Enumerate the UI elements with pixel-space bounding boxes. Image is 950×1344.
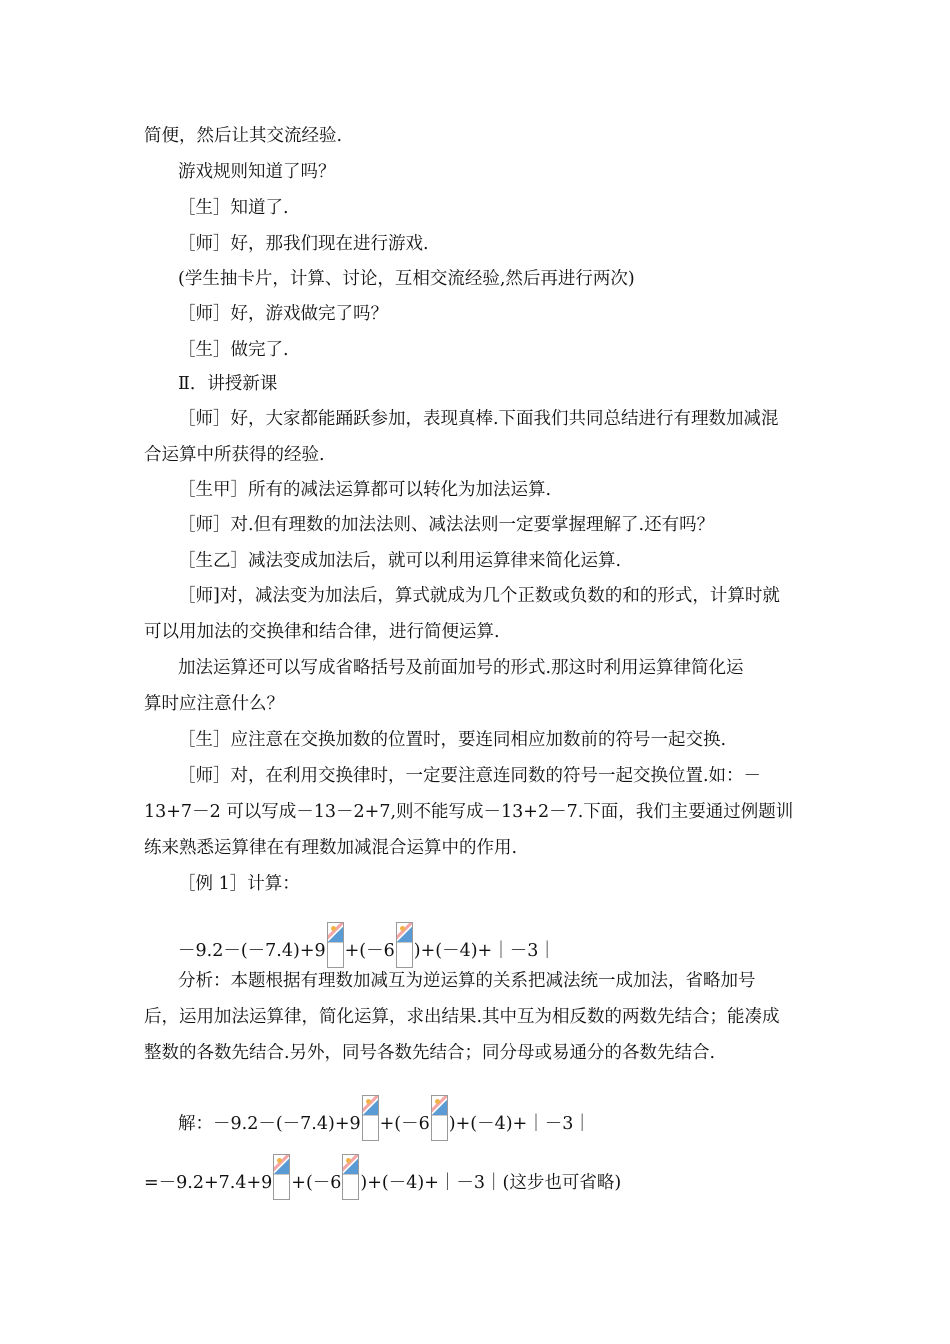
section-heading: Ⅱ．讲授新课 [178,374,278,394]
paragraph-line: 分析：本题根据有理数加减互为逆运算的关系把减法统一成加法，省略加号 [178,971,756,991]
paragraph-line: ［师］对.但有理数的加法法则、减法法则一定要掌握理解了.还有吗？ [178,515,715,535]
solution-line [144,1154,622,1193]
paragraph-line: ［生］知道了. [178,198,289,218]
paragraph-line: ［生］应注意在交换加数的位置时，要连同相应加数前的符号一起交换. [178,730,727,750]
broken-image-placeholder-icon [342,1154,359,1200]
paragraph-line: 练来熟悉运算律在有理数加减混合运算中的作用. [144,838,518,858]
equation-text: =－9.2+7.4+9 [144,1173,273,1193]
paragraph-line: 合运算中所获得的经验. [144,445,325,465]
equation-text: 解：－9.2－(－7.4)+9 [178,1114,361,1134]
paragraph-line: 游戏规则知道了吗？ [178,162,336,182]
paragraph-line: 加法运算还可以写成省略括号及前面加号的形式.那这时利用运算律简化运 [178,658,744,678]
broken-image-placeholder-icon [273,1154,290,1200]
equation-text: －9.2－(－7.4)+9 [178,941,326,961]
paragraph-line: 简便，然后让其交流经验. [144,126,343,146]
paragraph-line: (学生抽卡片，计算、讨论，互相交流经验,然后再进行两次) [178,269,635,289]
paragraph-line: 算时应注意什么？ [144,694,284,714]
paragraph-line: 可以用加法的交换律和结合律，进行简便运算. [144,622,500,642]
broken-image-placeholder-icon [362,1095,379,1141]
equation-text: )+(－4)+｜－3｜ [413,941,556,961]
paragraph-line: 13+7－2 可以写成－13－2+7,则不能写成－13+2－7.下面，我们主要通过例题训 [144,802,794,822]
paragraph-line: 整数的各数先结合.另外，同号各数先结合；同分母或易通分的各数先结合. [144,1043,716,1063]
paragraph-line: ［师］好，大家都能踊跃参加，表现真棒.下面我们共同总结进行有理数加减混 [178,409,779,429]
paragraph-line: ［师］好，那我们现在进行游戏. [178,234,429,254]
paragraph-line: ［师］对，在利用交换律时，一定要注意连同数的符号一起交换位置.如：－ [178,766,762,786]
paragraph-line: ［师］好，游戏做完了吗？ [178,304,388,324]
broken-image-placeholder-icon [431,1095,448,1141]
equation-line [178,922,556,961]
equation-text: )+(－4)+｜－3｜(这步也可省略) [360,1173,622,1193]
equation-text: )+(－4)+｜－3｜ [448,1114,591,1134]
paragraph-line: ［师]对，减法变为加法后，算式就成为几个正数或负数的和的形式，计算时就 [178,586,780,606]
broken-image-placeholder-icon [396,922,413,968]
paragraph-line: ［生甲］所有的减法运算都可以转化为加法运算. [178,480,552,500]
equation-text: +(－6 [379,1114,430,1134]
paragraph-line: 后，运用加法运算律，简化运算，求出结果.其中互为相反数的两数先结合；能凑成 [144,1007,780,1027]
paragraph-line: ［生乙］减法变成加法后，就可以利用运算律来简化运算. [178,551,622,571]
paragraph-line: ［生］做完了. [178,340,289,360]
solution-line [178,1095,591,1134]
broken-image-placeholder-icon [327,922,344,968]
example-label: ［例 1］计算： [178,874,300,894]
equation-text: +(－6 [344,941,395,961]
equation-text: +(－6 [291,1173,342,1193]
